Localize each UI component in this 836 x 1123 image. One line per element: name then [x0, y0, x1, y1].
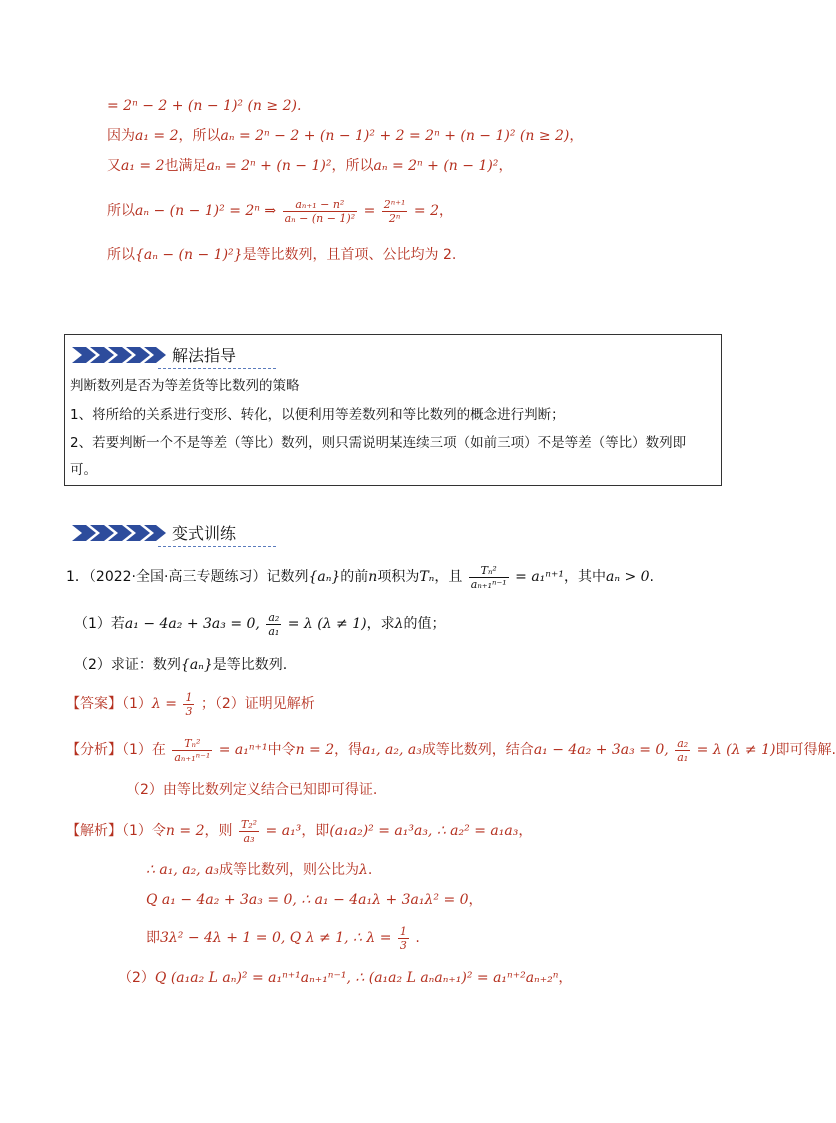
- fraction: $\frac{\text{a₂}}{\text{a₁}}$: [677, 736, 689, 764]
- method-guide-header: [72, 343, 236, 366]
- solution-step-5: （2）Q (a₁a₂ L aₙ)² = a₁ⁿ⁺¹aₙ₊₁ⁿ⁻¹, ∴ (a₁a₂ L aₙaₙ₊₁)² = a₁ⁿ⁺²aₙ₊₂ⁿ，: [118, 970, 573, 986]
- answer-line: 【答案】（1）λ = $\frac{1}{3}$ ；（2）证明见解析: [66, 690, 315, 718]
- fraction: $\frac{\text{aₙ₊₁ − n²}}{\text{aₙ − (n − 1)²}}$: [284, 197, 356, 225]
- solution-step-2: ∴ a₁, a₂, a₃成等比数列，则公比为λ.: [146, 862, 373, 878]
- solution-line-4: 所以aₙ − (n − 1)² = 2ⁿ ⇒ $\frac{\text{aₙ₊₁ − n²}}{\text{aₙ − (n − 1)²}}$ = $\frac{\text{2ⁿ⁺¹}}{\text{2ⁿ}}$ = 2，: [107, 197, 453, 225]
- fraction: $\frac{\text{Tₙ²}}{\text{aₙ₊₁ⁿ⁻¹}}$: [174, 736, 211, 764]
- method-guide-title: 解法指导: [172, 343, 236, 366]
- method-line-3: 2、若要判断一个不是等差（等比）数列，则只需说明某连续三项（如前三项）不是等差（等比）数列即: [70, 435, 687, 451]
- method-line-4: 可。: [70, 462, 97, 478]
- fraction: $\frac{1}{3}$: [185, 690, 193, 718]
- fraction: $\frac{\text{a₂}}{\text{a₁}}$: [268, 610, 280, 638]
- question-part-1: （1）若a₁ − 4a₂ + 3a₃ = 0, $\frac{\text{a₂}}{\text{a₁}}$ = λ (λ ≠ 1)，求λ的值；: [74, 610, 446, 638]
- method-line-2: 1、将所给的关系进行变形、转化，以便利用等差数列和等比数列的概念进行判断；: [70, 407, 565, 423]
- question-part-2: （2）求证：数列{aₙ}是等比数列.: [74, 657, 288, 673]
- method-line-1: 判断数列是否为等差货等比数列的策略: [70, 378, 300, 394]
- practice-title: 变式训练: [172, 521, 236, 544]
- chevron-banner-icon: [72, 345, 166, 365]
- solution-line-2: 因为a₁ = 2，所以aₙ = 2ⁿ − 2 + (n − 1)² + 2 = 2ⁿ + (n − 1)² (n ≥ 2)，: [107, 128, 584, 144]
- solution-step-4: 即3λ² − 4λ + 1 = 0, Q λ ≠ 1, ∴ λ = $\frac{1}{3}$ .: [146, 924, 420, 952]
- analysis-label: 【分析】: [66, 742, 122, 758]
- solution-line-5: 所以{aₙ − (n − 1)²}是等比数列，且首项、公比均为 2.: [107, 247, 457, 263]
- answer-label: 【答案】: [66, 696, 122, 712]
- question-line: 1．（2022·全国·高三专题练习）记数列{aₙ}的前n项积为Tₙ，且 $\frac{\text{Tₙ²}}{\text{aₙ₊₁ⁿ⁻¹}}$ = a₁ⁿ⁺¹，其中aₙ > 0.: [66, 563, 654, 591]
- fraction: $\frac{1}{3}$: [399, 924, 407, 952]
- solution-step-3: Q a₁ − 4a₂ + 3a₃ = 0, ∴ a₁ − 4a₁λ + 3a₁λ² = 0，: [146, 892, 483, 908]
- solution-line-3: 又a₁ = 2也满足aₙ = 2ⁿ + (n − 1)²，所以aₙ = 2ⁿ + (n − 1)²，: [107, 158, 513, 174]
- analysis-line-1: 【分析】（1）在 $\frac{\text{Tₙ²}}{\text{aₙ₊₁ⁿ⁻¹}}$ = a₁ⁿ⁺¹中令n = 2，得a₁, a₂, a₃成等比数列，结合a₁ − 4a₂ + 3a₃ = 0, $\frac{\text{a₂}}{\text{a₁}}$ = λ (λ ≠ 1)即可得解.: [66, 736, 836, 764]
- fraction: $\frac{\text{2ⁿ⁺¹}}{\text{2ⁿ}}$: [383, 197, 406, 225]
- solution-step-1: 【解析】（1）令n = 2，则 $\frac{\text{T₂²}}{\text{a₃}}$ = a₁³，即(a₁a₂)² = a₁³a₃, ∴ a₂² = a₁a₃，: [66, 817, 533, 845]
- solution-label: 【解析】: [66, 823, 122, 839]
- analysis-line-2: （2）由等比数列定义结合已知即可得证.: [126, 782, 378, 798]
- fraction: $\frac{\text{Tₙ²}}{\text{aₙ₊₁ⁿ⁻¹}}$: [470, 563, 507, 591]
- chevron-banner-icon: [72, 523, 166, 543]
- fraction: $\frac{\text{T₂²}}{\text{a₃}}$: [240, 817, 258, 845]
- practice-header: [72, 521, 236, 544]
- solution-line-1: = 2ⁿ − 2 + (n − 1)² (n ≥ 2).: [107, 98, 302, 114]
